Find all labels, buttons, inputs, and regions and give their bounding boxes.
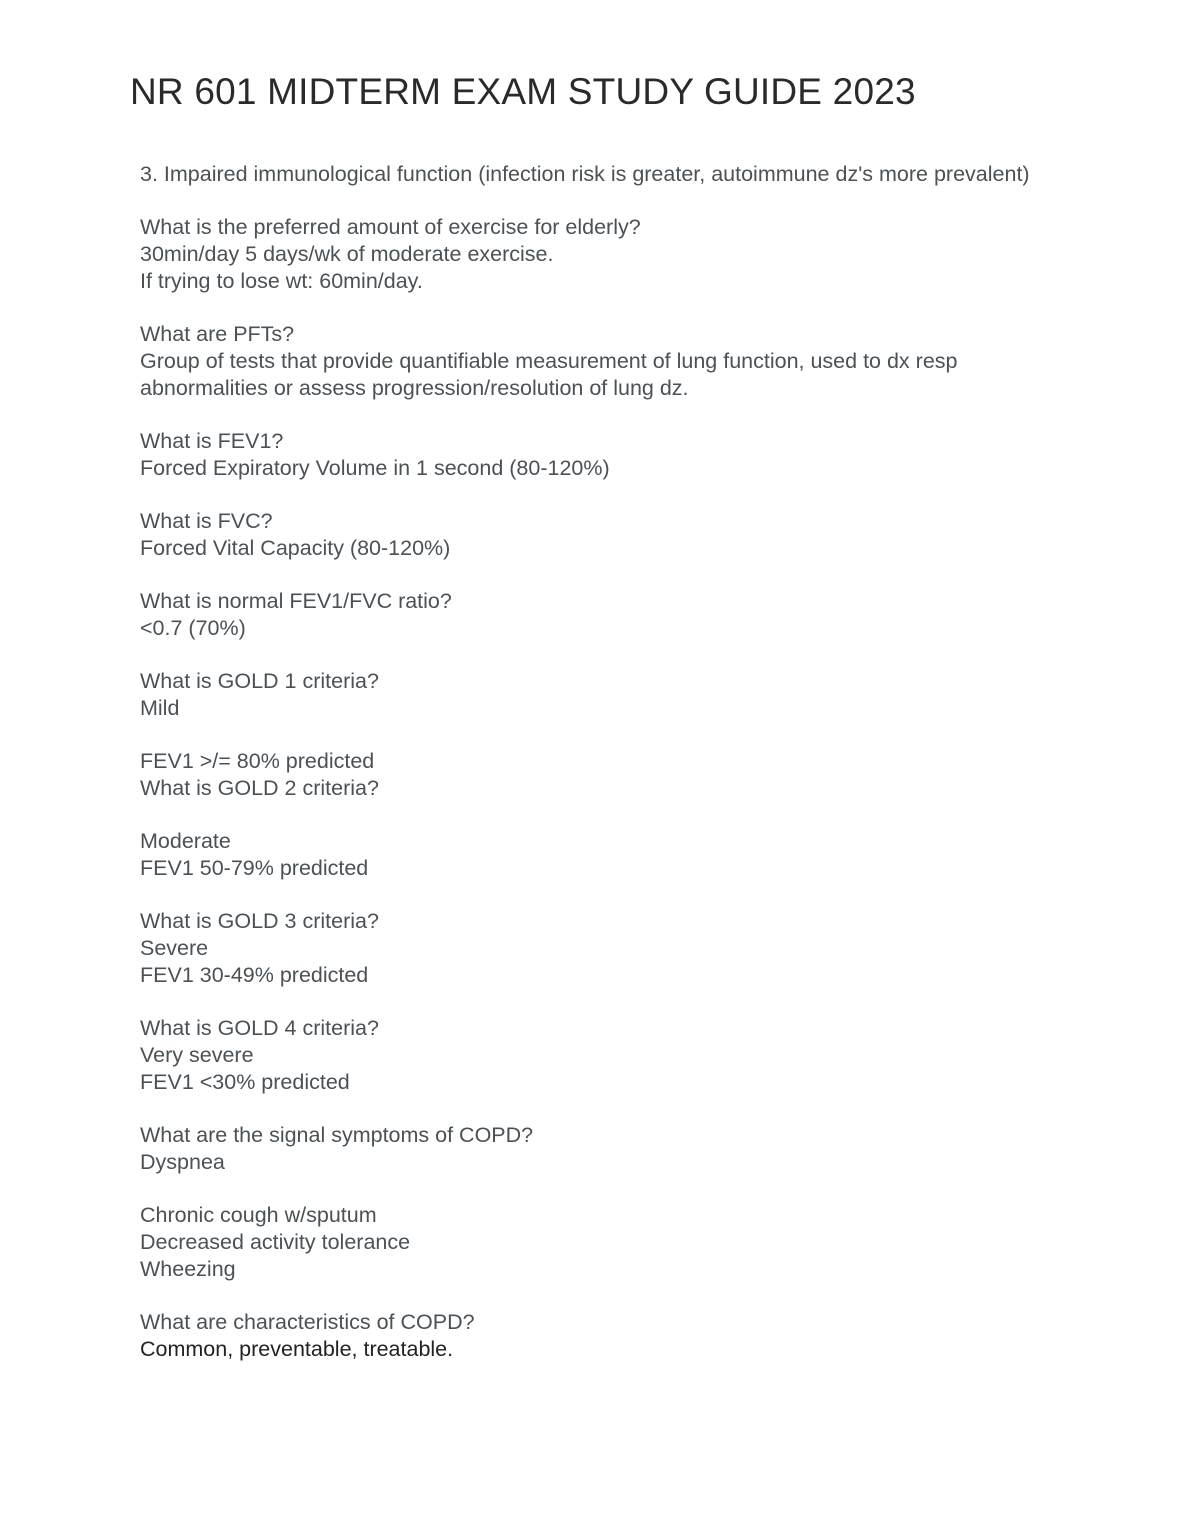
paragraph-gold4 <box>140 1015 1040 1096</box>
answer-line: Decreased activity tolerance <box>140 1230 411 1254</box>
paragraph-gold1-gold2 <box>140 748 1040 802</box>
question-line: What are characteristics of COPD? <box>140 1310 475 1334</box>
paragraph-copd-symptoms <box>140 1122 1040 1176</box>
answer-line: FEV1 <30% predicted <box>140 1070 350 1094</box>
question-line: What is GOLD 3 criteria? <box>140 909 379 933</box>
question-line: What is the preferred amount of exercise for elderly? <box>140 215 641 239</box>
question-line: What are PFTs? <box>140 322 295 346</box>
question-line: What is GOLD 2 criteria? <box>140 776 379 800</box>
paragraph-exercise <box>140 214 1040 295</box>
answer-line: If trying to lose wt: 60min/day. <box>140 269 423 293</box>
answer-line: Group of tests that provide quantifiable measurement of lung function, used to dx resp abnormalities or assess progression/resolution of lung dz. <box>140 349 958 400</box>
answer-line: Mild <box>140 696 180 720</box>
paragraph-ratio <box>140 588 1040 642</box>
question-line: What is normal FEV1/FVC ratio? <box>140 589 452 613</box>
answer-line: <0.7 (70%) <box>140 616 246 640</box>
paragraph-fev1 <box>140 428 1040 482</box>
question-line: What are the signal symptoms of COPD? <box>140 1123 534 1147</box>
answer-line: Forced Expiratory Volume in 1 second (80-120%) <box>140 456 610 480</box>
answer-line: Forced Vital Capacity (80-120%) <box>140 536 451 560</box>
paragraph-gold1 <box>140 668 1040 722</box>
paragraph-copd-symptoms-cont <box>140 1202 1040 1283</box>
answer-line: Severe <box>140 936 209 960</box>
paragraph-immunological <box>140 161 1040 188</box>
answer-line: Common, preventable, treatable. <box>140 1337 454 1361</box>
answer-line: 30min/day 5 days/wk of moderate exercise. <box>140 242 554 266</box>
paragraph-fvc <box>140 508 1040 562</box>
answer-line: FEV1 >/= 80% predicted <box>140 749 375 773</box>
answer-line: Chronic cough w/sputum <box>140 1203 377 1227</box>
document-title: NR 601 MIDTERM EXAM STUDY GUIDE 2023 <box>130 71 916 112</box>
question-line: What is GOLD 1 criteria? <box>140 669 379 693</box>
document-body <box>140 161 1040 1389</box>
answer-line: Very severe <box>140 1043 254 1067</box>
text-line: 3. Impaired immunological function (infection risk is greater, autoimmune dz's more prevalent) <box>140 162 1030 186</box>
paragraph-copd-characteristics <box>140 1309 1040 1363</box>
question-line: What is FEV1? <box>140 429 284 453</box>
paragraph-gold3 <box>140 908 1040 989</box>
answer-line: FEV1 50-79% predicted <box>140 856 369 880</box>
question-line: What is FVC? <box>140 509 273 533</box>
answer-line: Moderate <box>140 829 231 853</box>
answer-line: FEV1 30-49% predicted <box>140 963 369 987</box>
answer-line: Dyspnea <box>140 1150 225 1174</box>
question-line: What is GOLD 4 criteria? <box>140 1016 379 1040</box>
answer-line: Wheezing <box>140 1257 236 1281</box>
paragraph-gold2 <box>140 828 1040 882</box>
paragraph-pfts <box>140 321 1040 402</box>
